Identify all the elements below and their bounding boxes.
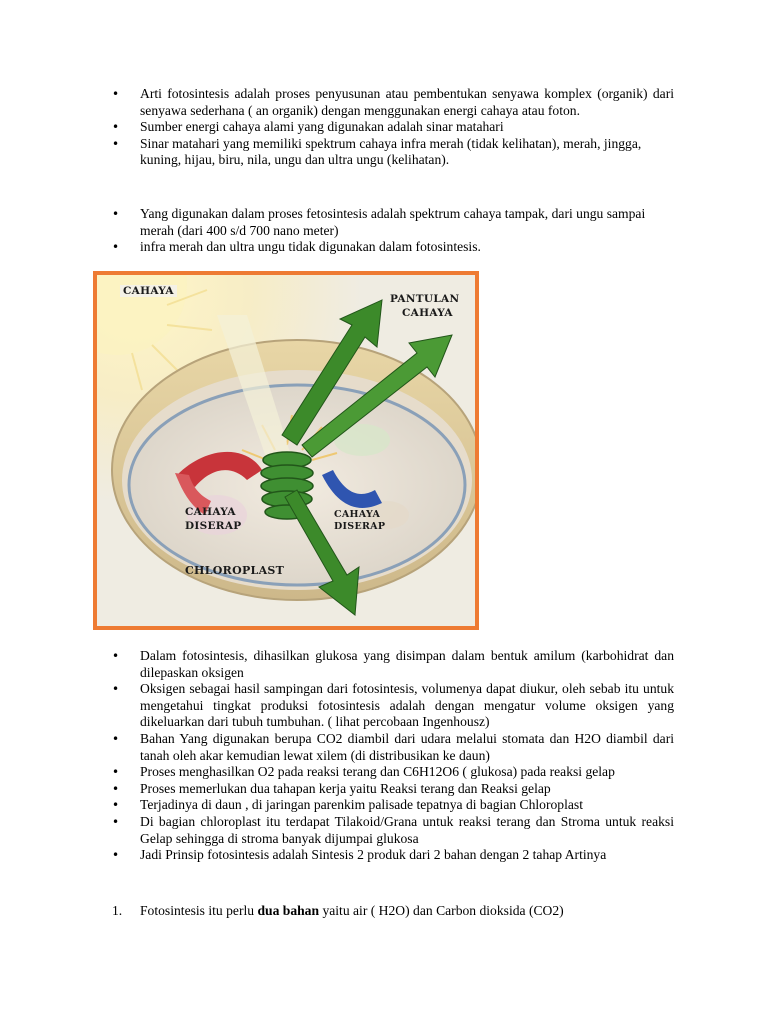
list-item: • Arti fotosintesis adalah proses penyusunan atau pembentukan senyawa komplex (organik) dari senyawa sederhana ( an organik) dengan menggunakan energi cahaya atau foton. [112, 86, 674, 119]
list-item: • Terjadinya di daun , di jaringan parenkim palisade tepatnya di bagian Chloroplast [112, 797, 674, 814]
label-cahaya: CAHAYA [120, 285, 177, 297]
list-item: • Bahan Yang digunakan berupa CO2 diambil dari udara melalui stomata dan H2O diambil dari tanah oleh akar kemudian lewat xilem (di distribusikan ke daun) [112, 731, 674, 764]
label-chloroplast: CHLOROPLAST [185, 564, 285, 577]
list-item: • Proses memerlukan dua tahapan kerja yaitu Reaksi terang dan Reaksi gelap [112, 781, 674, 798]
list-item: • infra merah dan ultra ungu tidak digunakan dalam fotosintesis. [112, 239, 674, 256]
item-number: 1. [112, 903, 123, 918]
list-item: • Sinar matahari yang memiliki spektrum cahaya infra merah (tidak kelihatan), merah, jingga, kuning, hijau, biru, nila, ungu dan ultra ungu (kelihatan). [112, 136, 674, 169]
text-after: yaitu air ( H2O) dan Carbon dioksida (CO2) [319, 903, 564, 918]
text-bold: dua bahan [257, 903, 320, 918]
bullet-list-spectrum [112, 206, 674, 256]
bullet-list-process [112, 648, 674, 864]
chloroplast-illustration [97, 275, 475, 626]
item-text [140, 903, 564, 920]
text-before: Fotosintesis itu perlu [140, 903, 258, 918]
label-cahaya-diserap-right: CAHAYA [334, 509, 381, 520]
label-cahaya-diserap-left: CAHAYA [185, 506, 236, 518]
list-item: • Oksigen sebagai hasil sampingan dari fotosintesis, volumenya dapat diukur, oleh sebab itu untuk mengetahui tingkat produksi fotosintesis adalah dengan mengatur volume oksigen yang dikeluarkan dari tubuh tumbuhan. ( lihat percobaan Ingenhousz) [112, 681, 674, 731]
list-item: • Di bagian chloroplast itu terdapat Tilakoid/Grana untuk reaksi terang dan Stroma untuk reaksi Gelap sehingga di stroma banyak dijumpai glukosa [112, 814, 674, 847]
label-diserap-left: DISERAP [185, 520, 242, 532]
list-item: • Yang digunakan dalam proses fetosintesis adalah spektrum cahaya tampak, dari ungu sampai merah (dari 400 s/d 700 nano meter) [112, 206, 674, 239]
bullet-list-definition [112, 86, 674, 169]
list-item: • Dalam fotosintesis, dihasilkan glukosa yang disimpan dalam bentuk amilum (karbohidrat dan dilepaskan oksigen [112, 648, 674, 681]
label-pantulan-cahaya: CAHAYA [402, 307, 453, 319]
label-diserap-right: DISERAP [334, 521, 386, 532]
list-item: • Jadi Prinsip fotosintesis adalah Sintesis 2 produk dari 2 bahan dengan 2 tahap Artinya [112, 847, 674, 864]
list-item: • Sumber energi cahaya alami yang digunakan adalah sinar matahari [112, 119, 674, 136]
chloroplast-figure [93, 271, 479, 630]
label-pantulan: PANTULAN [390, 293, 460, 305]
list-item: • Proses menghasilkan O2 pada reaksi terang dan C6H12O6 ( glukosa) pada reaksi gelap [112, 764, 674, 781]
